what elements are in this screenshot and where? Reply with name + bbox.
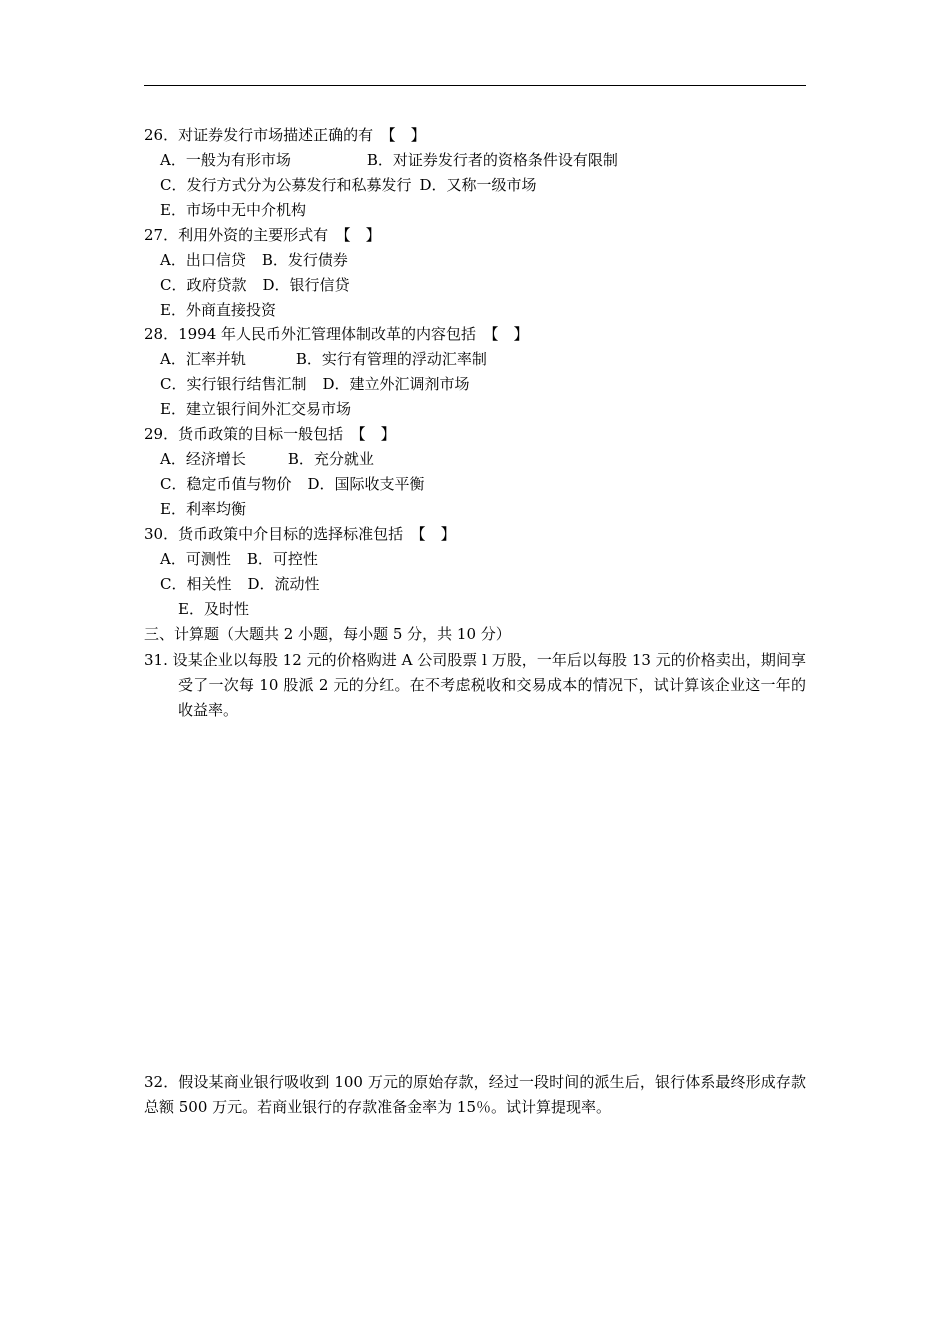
question-28-stem: 28．1994 年人民币外汇管理体制改革的内容包括 【 】 (144, 325, 529, 343)
question-28-options-row-1 (160, 347, 487, 372)
option-b: B．对证券发行者的资格条件设有限制 (366, 151, 618, 169)
option-d: D．又称一级市场 (419, 176, 537, 194)
option-e: E．市场中无中介机构 (160, 201, 306, 219)
option-d: D．国际收支平衡 (307, 475, 425, 493)
header-rule (144, 85, 806, 86)
option-c: C．发行方式分为公募发行和私募发行 (160, 176, 412, 194)
question-30-options-row-1 (160, 547, 318, 572)
question-28-options-row-3 (160, 397, 351, 422)
question-27-options-row-1 (160, 248, 348, 273)
option-a: A．出口信贷 (160, 251, 246, 269)
section-heading: 三、计算题（大题共 2 小题，每小题 5 分，共 10 分） (144, 625, 511, 643)
question-27-options-row-2 (160, 273, 350, 298)
option-b: B．充分就业 (287, 450, 374, 468)
question-29-options-row-3 (160, 497, 246, 522)
option-a: A．经济增长 (160, 450, 246, 468)
question-26-options-row-3 (160, 198, 306, 223)
question-26-options-row-2 (160, 173, 537, 198)
question-30-stem: 30．货币政策中介目标的选择标准包括 【 】 (144, 525, 456, 543)
option-a: A．汇率并轨 (160, 350, 246, 368)
option-b: B．可控性 (246, 550, 318, 568)
option-c: C．实行银行结售汇制 (160, 375, 307, 393)
option-b: B．实行有管理的浮动汇率制 (295, 350, 487, 368)
option-e: E．及时性 (178, 600, 249, 618)
option-e: E．利率均衡 (160, 500, 246, 518)
option-b: B．发行债券 (261, 251, 348, 269)
question-29-options-row-2 (160, 472, 425, 497)
option-c: C．相关性 (160, 575, 232, 593)
option-c: C．稳定币值与物价 (160, 475, 292, 493)
option-a: A．可测性 (160, 550, 231, 568)
question-29-stem: 29．货币政策的目标一般包括 【 】 (144, 425, 396, 443)
question-30-options-row-3 (178, 597, 249, 622)
question-32-text: 32．假设某商业银行吸收到 100 万元的原始存款，经过一段时间的派生后，银行体系最终形成存款总额 500 万元。若商业银行的存款准备金率为 15％。试计算提现率。 (144, 1073, 806, 1116)
option-c: C．政府贷款 (160, 276, 247, 294)
question-28-options-row-2 (160, 372, 470, 397)
option-e: E．外商直接投资 (160, 301, 276, 319)
option-a: A．一般为有形市场 (160, 151, 291, 169)
question-27-options-row-3 (160, 298, 276, 323)
question-31-text: 31. 设某企业以每股 12 元的价格购进 A 公司股票 l 万股，一年后以每股 13 元的价格卖出，期间享受了一次每 10 股派 2 元的分红。在不考虑税收和交易成本的情况下，试计算该企业这一年的收益率。 (144, 651, 806, 719)
question-30-options-row-2 (160, 572, 320, 597)
option-d: D．流动性 (247, 575, 320, 593)
question-29-options-row-1 (160, 447, 374, 472)
option-d: D．银行信贷 (262, 276, 350, 294)
question-26-stem: 26．对证券发行市场描述正确的有 【 】 (144, 126, 426, 144)
question-26-options-row-1 (160, 148, 618, 173)
question-27-stem: 27．利用外资的主要形式有 【 】 (144, 226, 381, 244)
option-d: D．建立外汇调剂市场 (322, 375, 470, 393)
option-e: E．建立银行间外汇交易市场 (160, 400, 351, 418)
